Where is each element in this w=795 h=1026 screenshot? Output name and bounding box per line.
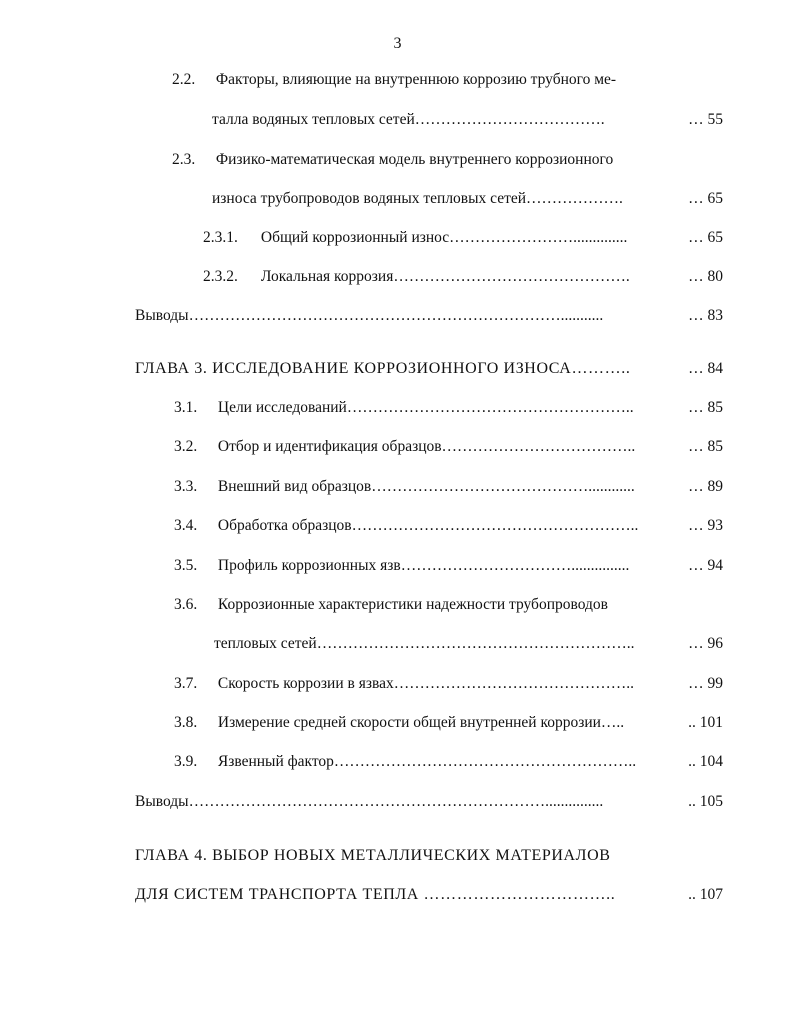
toc-text: Внешний вид образцов……………………………………............ [217, 478, 635, 495]
toc-entry-2-3-continued [212, 189, 623, 209]
toc-text: Язвенный фактор………………………………………………….. [217, 753, 637, 770]
toc-entry-3-6-continued [214, 634, 634, 654]
toc-entry-2-2 [172, 70, 616, 90]
toc-number: 3.5. [174, 557, 198, 574]
toc-entry-2-3-1 [203, 228, 627, 248]
toc-text: Общий коррозионный износ…………………….............. [260, 229, 628, 246]
toc-text: Выводы………………………………………………………………........... [135, 307, 604, 324]
toc-page-number: .. 105 [688, 793, 723, 810]
toc-entry-3-1 [174, 398, 634, 418]
toc-page-number: … 65 [688, 190, 723, 207]
toc-text: талла водяных тепловых сетей………………………………. [212, 111, 605, 128]
toc-page-number: … 85 [688, 438, 723, 455]
toc-number: 3.4. [174, 517, 198, 534]
toc-page-number: … 80 [688, 268, 723, 285]
toc-number: 2.3.1. [203, 229, 238, 246]
toc-number: 2.3.2. [203, 268, 238, 285]
toc-number: 3.2. [174, 438, 198, 455]
toc-number: 3.1. [174, 399, 198, 416]
toc-entry-3-4 [174, 516, 638, 536]
toc-page-number: … 83 [688, 307, 723, 324]
toc-entry-3-3 [174, 477, 635, 497]
toc-page-number: … 55 [688, 111, 723, 128]
toc-entry-3-5 [174, 556, 629, 576]
toc-number: 3.6. [174, 596, 198, 613]
toc-text: Скорость коррозии в язвах……………………………………….. [217, 675, 634, 692]
toc-entry-3-6 [174, 595, 608, 615]
toc-number: 3.8. [174, 714, 198, 731]
toc-number: 2.2. [172, 71, 196, 88]
toc-page-number: … 93 [688, 517, 723, 534]
toc-entry-2-3 [172, 150, 613, 170]
toc-text: Факторы, влияющие на внутреннюю коррозию трубного ме- [215, 71, 617, 88]
toc-entry-2-3-2 [203, 267, 630, 287]
toc-text: ГЛАВА 3. ИССЛЕДОВАНИЕ КОРРОЗИОННОГО ИЗНОСА……….. [135, 360, 631, 377]
toc-entry-3-9 [174, 752, 636, 772]
toc-text: ДЛЯ СИСТЕМ ТРАНСПОРТА ТЕПЛА …………………………….. [135, 886, 616, 903]
toc-chapter-4-continued [135, 885, 615, 905]
toc-page-number: … 89 [688, 478, 723, 495]
toc-number: 3.9. [174, 753, 198, 770]
toc-entry-3-8 [174, 713, 624, 733]
toc-text: Отбор и идентификация образцов……………………………….. [217, 438, 636, 455]
page-number: 3 [393, 35, 402, 52]
toc-entry-conclusions-2 [135, 306, 603, 326]
toc-page-number: … 94 [688, 557, 723, 574]
toc-text: Физико-математическая модель внутреннего коррозионного [215, 151, 614, 168]
toc-number: 3.7. [174, 675, 198, 692]
toc-text: Локальная коррозия………………………………………. [260, 268, 630, 285]
toc-entry-conclusions-3 [135, 792, 603, 812]
toc-text: Измерение средней скорости общей внутренней коррозии….. [217, 714, 625, 731]
toc-number: 3.3. [174, 478, 198, 495]
toc-page-number: .. 104 [688, 753, 723, 770]
toc-text: износа трубопроводов водяных тепловых сетей………………. [212, 190, 623, 207]
toc-page-number: .. 101 [688, 714, 723, 731]
toc-entry-3-7 [174, 674, 634, 694]
toc-text: тепловых сетей…………………………………………………….. [214, 635, 635, 652]
toc-page-number: … 96 [688, 635, 723, 652]
toc-text: Коррозионные характеристики надежности трубопроводов [217, 596, 608, 613]
toc-text: Обработка образцов……………………………………………….. [217, 517, 639, 534]
toc-page-number: … 85 [688, 399, 723, 416]
toc-chapter-3 [135, 359, 630, 379]
toc-text: Профиль коррозионных язв……………………………............... [217, 557, 630, 574]
toc-page-number: … 84 [688, 360, 723, 377]
toc-text: Выводы……………………………………………………………............... [135, 793, 604, 810]
toc-entry-3-2 [174, 437, 635, 457]
toc-page-number: … 65 [688, 229, 723, 246]
toc-text: Цели исследований……………………………………………….. [217, 399, 634, 416]
toc-page-number: .. 107 [688, 886, 723, 903]
toc-page-number: … 99 [688, 675, 723, 692]
toc-number: 2.3. [172, 151, 196, 168]
toc-text: ГЛАВА 4. ВЫБОР НОВЫХ МЕТАЛЛИЧЕСКИХ МАТЕРИАЛОВ [135, 847, 611, 864]
toc-chapter-4 [135, 846, 611, 866]
toc-entry-2-2-continued [212, 110, 605, 130]
